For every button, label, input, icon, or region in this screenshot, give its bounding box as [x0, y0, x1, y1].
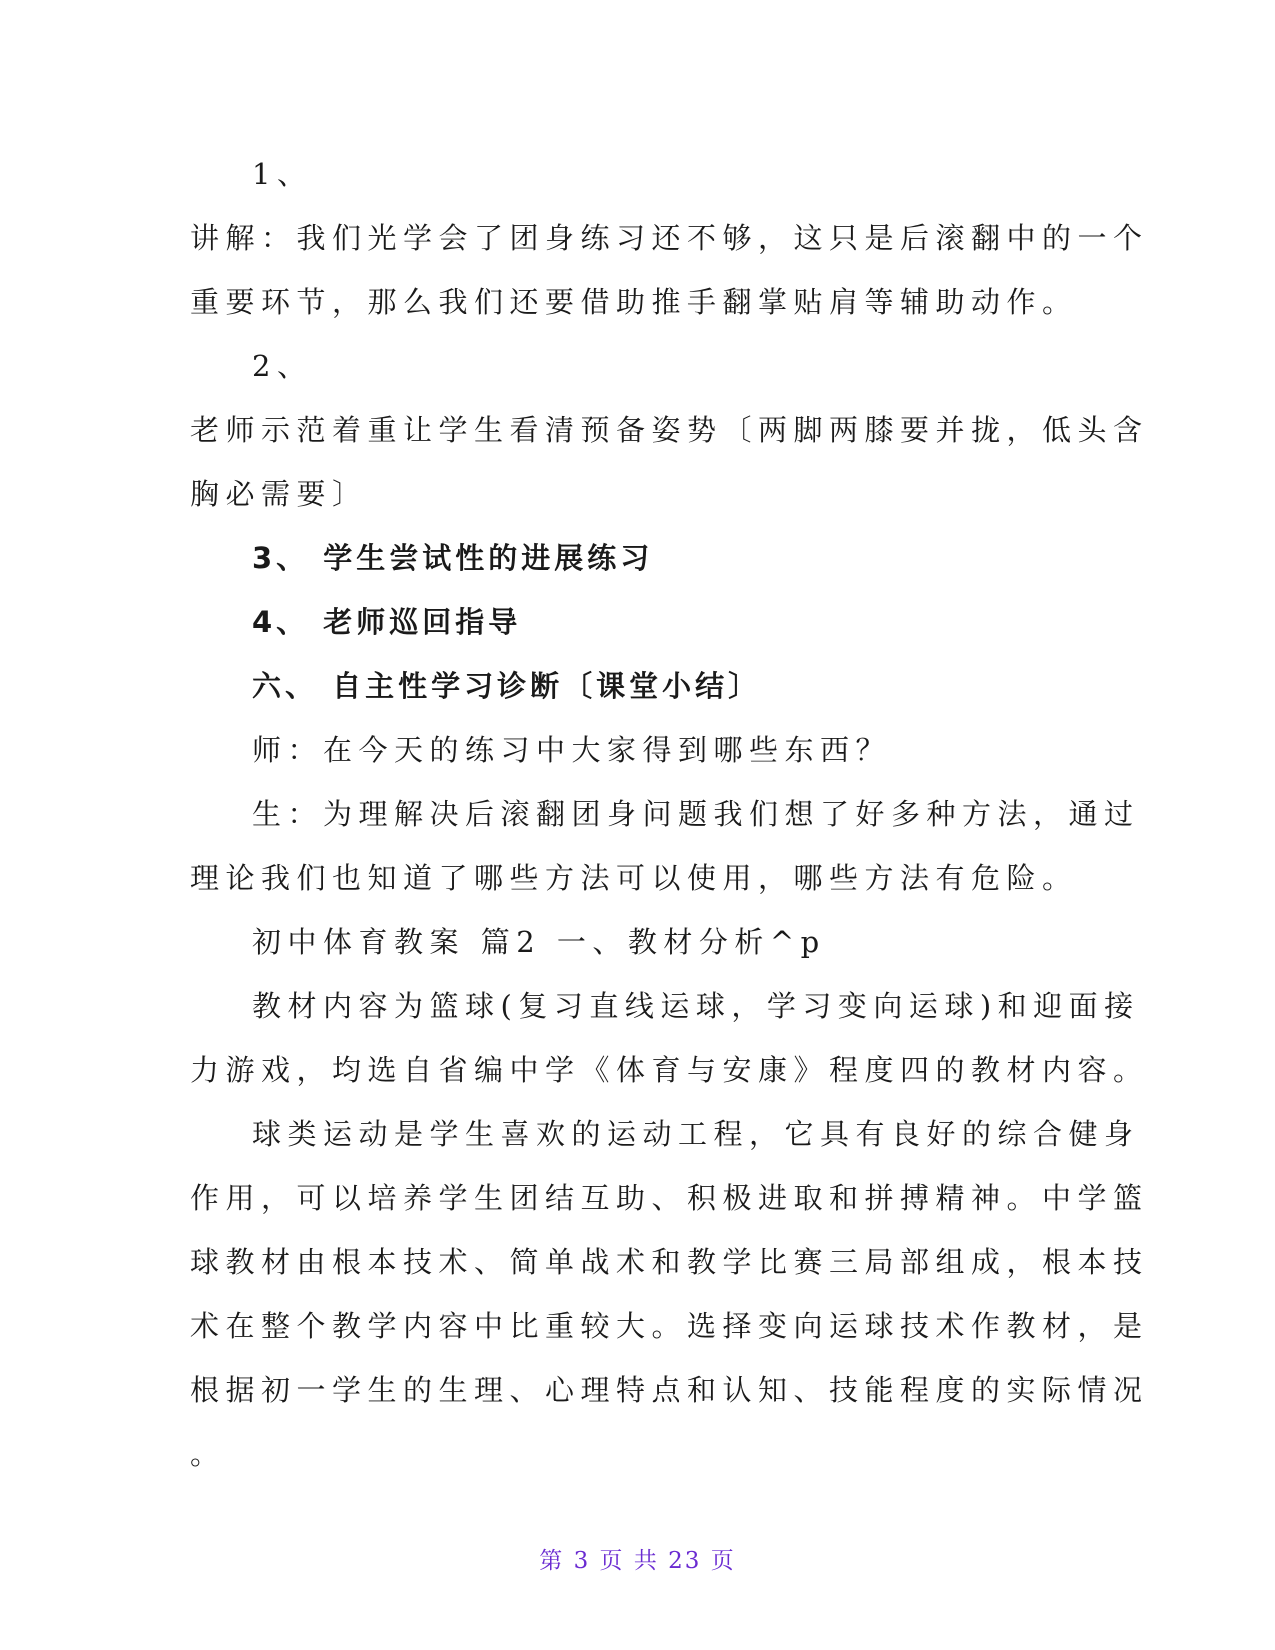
- heading-step-3: 3、 学生尝试性的进展练习: [252, 541, 654, 575]
- paragraph-line: 理论我们也知道了哪些方法可以使用，哪些方法有危险。: [190, 861, 1078, 895]
- paragraph-line: 。: [190, 1437, 226, 1471]
- section-heading-6: 六、 自主性学习诊断〔课堂小结〕: [252, 669, 762, 703]
- document-body: [190, 142, 1149, 1486]
- list-number-2: 2、: [252, 349, 313, 383]
- paragraph-line: 讲解：我们光学会了团身练习还不够，这只是后滚翻中的一个: [190, 221, 1149, 255]
- paragraph-line: 力游戏，均选自省编中学《体育与安康》程度四的教材内容。: [190, 1053, 1149, 1087]
- heading-step-4: 4、 老师巡回指导: [252, 605, 522, 639]
- paragraph-line: 球教材由根本技术、简单战术和教学比赛三局部组成，根本技: [190, 1245, 1149, 1279]
- paragraph-line: 作用，可以培养学生团结互助、积极进取和拼搏精神。中学篮: [190, 1181, 1149, 1215]
- paragraph-line: 老师示范着重让学生看清预备姿势〔两脚两膝要并拢，低头含: [190, 413, 1149, 447]
- section-title-line: 初中体育教案 篇2 一、教材分析^p: [252, 925, 826, 959]
- list-number-1: 1、: [252, 157, 313, 191]
- paragraph-line: 根据初一学生的生理、心理特点和认知、技能程度的实际情况: [190, 1373, 1149, 1407]
- paragraph-line: 术在整个教学内容中比重较大。选择变向运球技术作教材，是: [190, 1309, 1149, 1343]
- page-number-footer: 第 3 页 共 23 页: [539, 1548, 736, 1574]
- paragraph-line: 重要环节，那么我们还要借助推手翻掌贴肩等辅助动作。: [190, 285, 1078, 319]
- paragraph-line: 师：在今天的练习中大家得到哪些东西？: [252, 733, 892, 767]
- paragraph-line: 球类运动是学生喜欢的运动工程，它具有良好的综合健身: [252, 1117, 1140, 1151]
- paragraph-line: 生：为理解决后滚翻团身问题我们想了好多种方法，通过: [252, 797, 1140, 831]
- paragraph-line: 胸必需要〕: [190, 477, 368, 511]
- paragraph-line: 教材内容为篮球(复习直线运球，学习变向运球)和迎面接: [252, 989, 1140, 1023]
